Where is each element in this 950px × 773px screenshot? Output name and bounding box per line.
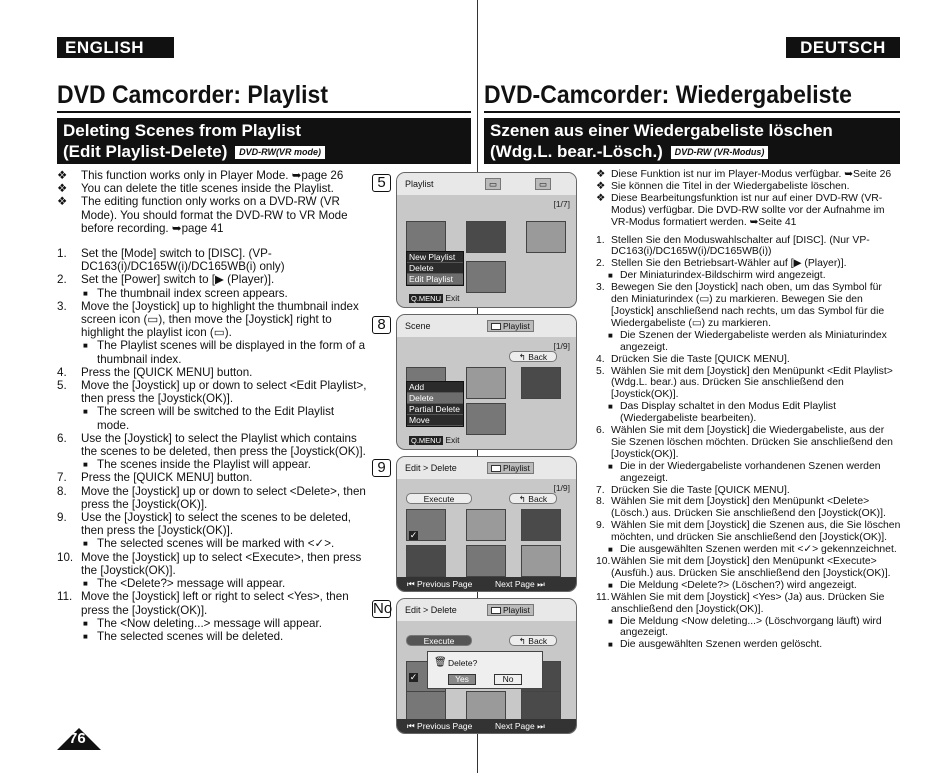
step-text: Move the [Joystick] up to select <Execute>, then press the [Joystick(OK)].	[81, 550, 362, 577]
square-bullet-icon: ■	[83, 407, 88, 417]
bullet-icon: ❖	[57, 182, 68, 196]
skip-back-icon: ⏮	[407, 721, 415, 731]
step-subtext: The thumbnail index screen appears.	[97, 286, 288, 300]
camcorder-screen-step-5	[396, 172, 577, 308]
quick-menu-hint	[409, 293, 460, 304]
scene-thumbnail	[466, 221, 506, 253]
note-text: This function works only in Player Mode. ➥page 26	[81, 169, 344, 182]
step-text: Set the [Power] switch to [▶ (Player)].	[81, 273, 275, 287]
previous-page-button[interactable]: ⏮ Previous Page	[407, 721, 473, 731]
back-button[interactable]: ↰ Back	[509, 351, 557, 362]
square-bullet-icon: ■	[608, 402, 613, 412]
delete-confirm-dialog	[427, 651, 543, 689]
skip-back-icon: ⏮	[407, 579, 415, 589]
playlist-tag: Playlist	[487, 604, 534, 616]
section-heading-deutsch	[484, 118, 900, 164]
page-counter: [1/7]	[553, 199, 570, 209]
scene-thumbnail[interactable]	[521, 509, 561, 541]
note-text: Diese Funktion ist nur im Player-Modus verfügbar. ➥Seite 26	[611, 169, 892, 180]
section-heading-english	[57, 118, 471, 164]
bullet-icon: ❖	[596, 169, 606, 180]
section-heading-line2: (Edit Playlist-Delete)	[63, 142, 228, 161]
skip-forward-icon: ⏭	[537, 579, 545, 589]
step-text: Move the [Joystick] up to highlight the thumbnail index screen icon (▭), then move the [Joystick] right to highlight the playlist icon (▭).	[81, 299, 359, 340]
step-text: Bewegen Sie den [Joystick] nach oben, um das Symbol für den Miniaturindex (▭) zu markieren. Bewegen Sie den [Joystick] anschließend nach rechts, um das Symbol für die Wiedergabeliste (▭) zu markieren.	[611, 282, 885, 329]
square-bullet-icon: ■	[83, 579, 88, 589]
camcorder-screen-step-9	[396, 456, 577, 592]
step-text: Wählen Sie mit dem [Joystick] den Menüpunkt <Edit Playlist> (Wdg.L. bear.) aus. Drücken Sie anschließend den [Joystick(OK)].	[611, 365, 893, 401]
page-navigation-bar	[397, 577, 576, 591]
section-heading-line1: Szenen aus einer Wiedergabeliste löschen	[490, 121, 833, 140]
yes-button[interactable]: Yes	[448, 674, 476, 685]
deutsch-instructions: ❖ Diese Funktion ist nur im Player-Modus verfügbar. ➥Seite 26 ❖ Sie können die Titel in der Wiedergabeliste löschen. ❖ Diese Bearbeitungsfunktion ist nur auf einer DVD-RW (VR-Modus) verfügbar. Die DVD-RW sollte vor der Aufnahme im VR-Modus formatiert werden. ➥Seite 41 1. Stellen Sie den Moduswahlschalter auf [DISC]. (Nur VP-DC163(i)/DC165W(i)/DC165WB(i)) 2. Stellen Sie den Betriebsart-Wähler auf [▶ (Player)]. ■ Der Miniaturindex-Bildschirm wird angezeigt. 3. Bewegen Sie den [Joystick] nach oben, um das Symbol für den Miniaturindex (▭) zu markieren. Bewegen Sie den [Joystick] anschließend nach rechts, um das Symbol für die Wiedergabeliste (▭) zu markieren. ■ Die Szenen der Wiedergabeliste werden als Miniaturindex angezeigt. 4. Drücken Sie die Taste [QUICK MENU]. 5. Wählen Sie mit dem [Joystick] den Menüpunkt <Edit Playlist> (Wdg.L. bear.) aus. Drücken Sie anschließend den [Joystick(OK)]. ■ Das Display schaltet in den Modus Edit Playlist (Wiedergabeliste bearbeiten). 6. Wählen Sie mit dem [Joystick] die Wiedergabeliste, aus der Sie Szenen löschen möchten. Drücken Sie anschließend den [Joystick(OK)]. ■ Die in der Wiedergabeliste vorhandenen Szenen werden angezeigt. 7. Drücken Sie die Taste [QUICK MENU]. 8. Wählen Sie mit dem [Joystick] den Menüpunkt <Delete> (Lösch.) aus. Drücken Sie anschließend den [Joystick(OK)]. 9. Wählen Sie mit dem [Joystick] die Szenen aus, die Sie löschen möchten, und drücken Sie anschließend den [Joystick(OK)]. ■ Die ausgewählten Szenen werden mit <✓> gekennzeichnet. 10. Wählen Sie mit dem [Joystick] den Menüpunkt <Execute> (Ausfüh.) aus. Drücken Sie anschließend den [Joystick(OK)]. ■ Die Meldung <Delete?> (Löschen?) wird angezeigt. 11. Wählen Sie mit dem [Joystick] <Yes> (Ja) aus. Drücken Sie anschließend den [Joystick(OK)]. ■ Die Meldung <Now deleting...> (Löschvorgang läuft) wird angezeigt. ■ Die ausgewählten Szenen werden gelöscht.	[596, 169, 901, 651]
step-text: Move the [Joystick] left or right to select <Yes>, then press the [Joystick(OK)].	[81, 590, 349, 617]
step-subtext: The <Now deleting...> message will appear.	[97, 616, 322, 630]
step-subtext: The screen will be switched to the Edit Playlist mode.	[97, 405, 335, 432]
trash-icon: 🗑	[434, 657, 447, 668]
note-text: You can delete the title scenes inside the Playlist.	[81, 182, 334, 196]
step-text: Wählen Sie mit dem [Joystick] den Menüpunkt <Delete> (Lösch.) aus. Drücken Sie anschließend den [Joystick(OK)].	[611, 496, 886, 520]
quick-menu-hint-label: Exit	[445, 293, 460, 303]
square-bullet-icon: ■	[83, 539, 88, 549]
step-text: Press the [QUICK MENU] button.	[81, 471, 253, 485]
bullet-icon: ❖	[57, 195, 68, 209]
scene-thumbnail	[526, 221, 566, 253]
menu-item-delete[interactable]: Delete	[407, 393, 463, 404]
step-subtext: Die ausgewählten Szenen werden mit <✓> gekennzeichnet.	[620, 544, 897, 556]
menu-item-add[interactable]: Add	[407, 382, 463, 393]
quick-menu	[406, 251, 464, 286]
skip-forward-icon: ⏭	[537, 721, 545, 731]
playlist-icon	[491, 323, 501, 330]
step-text: Wählen Sie mit dem [Joystick] die Wiedergabeliste, aus der Sie Szenen löschen möchten. Drücken Sie anschließend den [Joystick(OK)].	[611, 425, 893, 460]
bullet-icon: ❖	[596, 192, 606, 204]
scene-thumbnail	[466, 261, 506, 293]
step-subtext: The scenes inside the Playlist will appear.	[97, 458, 311, 472]
scene-thumbnail	[466, 403, 506, 435]
back-button[interactable]: ↰ Back	[509, 493, 557, 504]
step-subtext: Die Meldung <Now deleting...> (Löschvorgang läuft) wird angezeigt.	[620, 615, 882, 639]
playlist-tag: Playlist	[487, 320, 534, 332]
quick-menu-key: Q.MENU	[411, 294, 441, 303]
step-text: Use the [Joystick] to select the Playlist which contains the scenes to be deleted, then press the [Joystick(OK)].	[81, 431, 366, 459]
quick-menu	[406, 381, 464, 427]
note-text: Diese Bearbeitungsfunktion ist nur auf einer DVD-RW (VR-Modus) verfügbar. Die DVD-RW sollte vor der Aufnahme im VR-Modus formatiert werden. ➥Seite 41	[611, 192, 885, 228]
menu-item-edit-playlist[interactable]: Edit Playlist	[407, 274, 463, 285]
step-subtext: Die Meldung <Delete?> (Löschen?) wird angezeigt.	[620, 579, 857, 591]
camcorder-screen-step-8	[396, 314, 577, 450]
no-button[interactable]: No	[494, 674, 522, 685]
square-bullet-icon: ■	[608, 616, 613, 626]
page-counter: [1/9]	[553, 483, 570, 493]
page-title-deutsch: DVD-Camcorder: Wiedergabeliste	[484, 81, 852, 109]
step-number-8: 8	[372, 316, 391, 334]
step-text: Wählen Sie mit dem [Joystick] <Yes> (Ja) aus. Drücken Sie anschließend den [Joystick(OK)].	[611, 591, 885, 615]
screen-title: Edit > Delete	[405, 605, 457, 615]
step-text: Move the [Joystick] up or down to select <Edit Playlist>, then press the [Joystick(OK)].	[81, 379, 367, 406]
execute-button[interactable]: Execute	[406, 635, 472, 646]
playlist-icon: ▭	[535, 178, 551, 190]
step-text: Stellen Sie den Betriebsart-Wähler auf [▶ (Player)].	[611, 258, 847, 270]
thumbnail-index-icon: ▭	[485, 178, 501, 190]
step-subtext: The selected scenes will be marked with <✓>.	[97, 537, 335, 551]
step-subtext: The selected scenes will be deleted.	[97, 629, 284, 643]
step-text: Use the [Joystick] to select the scenes to be deleted, then press the [Joystick(OK)].	[81, 511, 352, 538]
screen-title: Playlist	[405, 179, 434, 189]
scene-thumbnail[interactable]	[466, 545, 506, 577]
dvd-rw-vr-modus-badge: DVD-RW (VR-Modus)	[671, 146, 769, 159]
square-bullet-icon: ■	[83, 460, 88, 470]
language-tab-deutsch: DEUTSCH	[786, 37, 900, 58]
checkmark-icon: ✓	[409, 672, 418, 682]
square-bullet-icon: ■	[608, 545, 613, 555]
screen-title: Scene	[405, 321, 431, 331]
step-text: Drücken Sie die Taste [QUICK MENU].	[611, 353, 790, 365]
playlist-icon	[491, 465, 501, 472]
step-text: Set the [Mode] switch to [DISC]. (VP-DC163(i)/DC165W(i)/DC165WB(i) only)	[81, 247, 285, 274]
previous-page-button[interactable]: ⏮ Previous Page	[407, 579, 473, 589]
step-text: Press the [QUICK MENU] button.	[81, 365, 253, 379]
section-heading-line1: Deleting Scenes from Playlist	[63, 121, 302, 140]
bullet-icon: ❖	[57, 169, 68, 182]
scene-thumbnail[interactable]	[466, 509, 506, 541]
title-rule-deutsch	[484, 111, 900, 113]
step-subtext: Der Miniaturindex-Bildschirm wird angezeigt.	[620, 270, 826, 282]
step-subtext: Die ausgewählten Szenen werden gelöscht.	[620, 639, 823, 651]
page-title-english: DVD Camcorder: Playlist	[57, 81, 328, 109]
square-bullet-icon: ■	[608, 640, 613, 650]
step-text: Wählen Sie mit dem [Joystick] den Menüpunkt <Execute> (Ausfüh.) aus. Drücken Sie anschließend den [Joystick(OK)].	[611, 556, 891, 579]
square-bullet-icon: ■	[608, 461, 613, 471]
step-subtext: Die Szenen der Wiedergabeliste werden als Miniaturindex angezeigt.	[620, 329, 887, 353]
dialog-message: Delete?	[448, 658, 478, 668]
scene-thumbnail	[521, 367, 561, 399]
section-heading-line2: (Wdg.L. bear.-Lösch.)	[490, 142, 663, 161]
scene-thumbnail	[406, 221, 446, 253]
square-bullet-icon: ■	[608, 580, 613, 590]
menu-item-new-playlist[interactable]: New Playlist	[407, 252, 463, 263]
note-text: Sie können die Titel in der Wiedergabeliste löschen.	[611, 180, 850, 192]
step-subtext: Die in der Wiedergabeliste vorhandenen Szenen werden angezeigt.	[620, 460, 881, 484]
playlist-tag: Playlist	[487, 462, 534, 474]
menu-item-delete[interactable]: Delete	[407, 263, 463, 274]
square-bullet-icon: ■	[83, 618, 88, 628]
execute-button[interactable]: Execute	[406, 493, 472, 504]
square-bullet-icon: ■	[83, 631, 88, 641]
next-page-button[interactable]: Next Page ⏭	[495, 721, 545, 731]
camcorder-screen-step-11	[396, 598, 577, 734]
menu-item-move[interactable]: Move	[407, 415, 463, 426]
scene-thumbnail	[466, 367, 506, 399]
step-number-5: 5	[372, 174, 391, 192]
back-button[interactable]: ↰ Back	[509, 635, 557, 646]
page-number	[57, 728, 103, 750]
step-subtext: The Playlist scenes will be displayed in the form of a thumbnail index.	[97, 339, 366, 366]
language-tab-english: ENGLISH	[57, 37, 174, 58]
quick-menu-hint	[409, 435, 460, 446]
menu-item-partial-delete[interactable]: Partial Delete	[407, 404, 463, 415]
step-text: Drücken Sie die Taste [QUICK MENU].	[611, 484, 790, 496]
page-counter: [1/9]	[553, 341, 570, 351]
page-number-text: 76	[69, 730, 86, 747]
checkmark-icon: ✓	[409, 530, 418, 540]
note-text: The editing function only works on a DVD-RW (VR Mode). You should format the DVD-RW to VR Mode before recording. ➥page 41	[81, 195, 348, 235]
screen-title: Edit > Delete	[405, 463, 457, 473]
scene-thumbnail[interactable]	[406, 545, 446, 577]
step-text: Wählen Sie mit dem [Joystick] die Szenen aus, die Sie löschen möchten, und drücken Sie anschließend den [Joystick(OK)].	[611, 520, 901, 544]
step-subtext: Das Display schaltet in den Modus Edit Playlist (Wiedergabeliste bearbeiten).	[620, 401, 836, 425]
square-bullet-icon: ■	[608, 271, 613, 281]
step-text: Stellen Sie den Moduswahlschalter auf [DISC]. (Nur VP-DC163(i)/DC165W(i)/DC165WB(i))	[611, 234, 870, 258]
step-subtext: The <Delete?> message will appear.	[97, 577, 286, 591]
dvd-rw-vr-mode-badge: DVD-RW(VR mode)	[235, 146, 325, 159]
playlist-icon	[491, 607, 501, 614]
bullet-icon: ❖	[596, 180, 606, 192]
step-text: Move the [Joystick] up or down to select <Delete>, then press the [Joystick(OK)].	[81, 484, 366, 511]
quick-menu-hint-label: Exit	[445, 435, 460, 445]
step-number-11: No	[373, 600, 393, 617]
square-bullet-icon: ■	[608, 330, 613, 340]
next-page-button[interactable]: Next Page ⏭	[495, 579, 545, 589]
square-bullet-icon: ■	[83, 288, 88, 298]
scene-thumbnail[interactable]	[521, 545, 561, 577]
page-navigation-bar	[397, 719, 576, 733]
title-rule-english	[57, 111, 471, 113]
square-bullet-icon: ■	[83, 341, 88, 351]
quick-menu-key: Q.MENU	[411, 436, 441, 445]
english-instructions: ❖ This function works only in Player Mode. ➥page 26 ❖ You can delete the title scenes inside the Playlist. ❖ The editing function only works on a DVD-RW (VR Mode). You should format the DVD-RW to VR Mode before recording. ➥page 41 1. Set the [Mode] switch to [DISC]. (VP-DC163(i)/DC165W(i)/DC165WB(i) only) 2. Set the [Power] switch to [▶ (Player)]. ■ The thumbnail index screen appears. 3. Move the [Joystick] up to highlight the thumbnail index screen icon (▭), then move the [Joystick] right to highlight the playlist icon (▭). ■ The Playlist scenes will be displayed in the form of a thumbnail index. 4. Press the [QUICK MENU] button. 5. Move the [Joystick] up or down to select <Edit Playlist>, then press the [Joystick(OK)]. ■ The screen will be switched to the Edit Playlist mode. 6. Use the [Joystick] to select the Playlist which contains the scenes to be deleted, then press the [Joystick(OK)]. ■ The scenes inside the Playlist will appear. 7. Press the [QUICK MENU] button. 8. Move the [Joystick] up or down to select <Delete>, then press the [Joystick(OK)]. 9. Use the [Joystick] to select the scenes to be deleted, then press the [Joystick(OK)]. ■ The selected scenes will be marked with <✓>. 10. Move the [Joystick] up to select <Execute>, then press the [Joystick(OK)]. ■ The <Delete?> message will appear. 11. Move the [Joystick] left or right to select <Yes>, then press the [Joystick(OK)]. ■ The <Now deleting...> message will appear. ■ The selected scenes will be deleted.	[57, 169, 367, 643]
step-number-9: 9	[372, 459, 391, 477]
